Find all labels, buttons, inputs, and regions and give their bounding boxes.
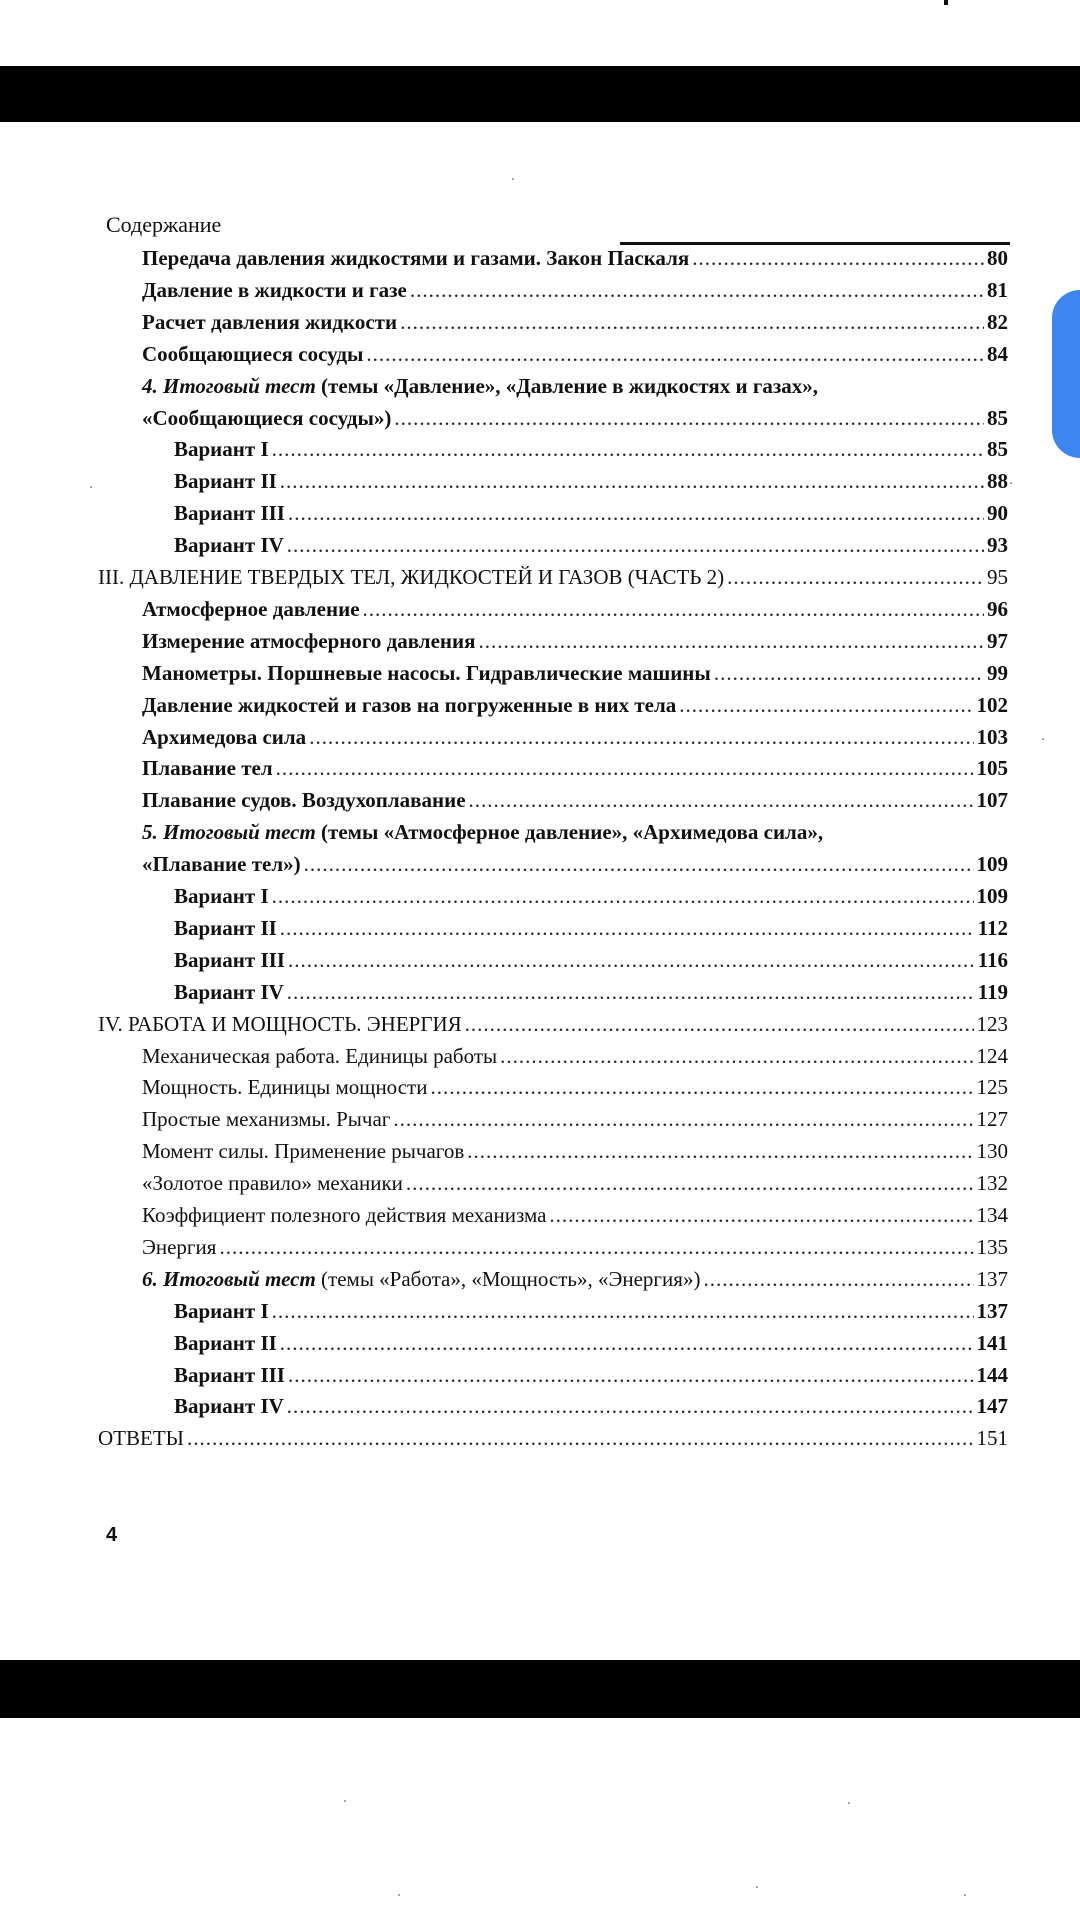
toc-entry-text: «Плавание тел») — [142, 852, 301, 877]
toc-page-number: 99 — [987, 660, 1008, 685]
toc-entry-title — [174, 1299, 269, 1324]
toc-entry-title — [174, 501, 285, 526]
toc-entry — [142, 1267, 1008, 1299]
dot-leader — [394, 406, 984, 431]
dot-leader — [363, 597, 984, 622]
toc-entry-title — [142, 278, 407, 303]
toc-page-number: 82 — [987, 309, 1008, 334]
toc-entry-title — [174, 980, 284, 1005]
toc-entry — [174, 437, 1008, 469]
toc-page-number: 141 — [976, 1330, 1008, 1355]
toc-page-number: 151 — [976, 1426, 1008, 1451]
toc-entry — [142, 756, 1008, 788]
toc-entry-text: Механическая работа. Единицы работы — [142, 1043, 498, 1068]
toc-entry-title — [142, 661, 711, 686]
toc-entry-title — [142, 1203, 546, 1228]
toc-page-number: 144 — [976, 1362, 1008, 1387]
toc-entry-text: Вариант I — [174, 437, 269, 462]
toc-entry-title — [142, 820, 823, 845]
dot-leader — [727, 565, 984, 590]
page-number: 4 — [106, 1524, 118, 1546]
dot-leader — [287, 1394, 974, 1419]
toc-entry-text: Вариант IV — [174, 979, 284, 1004]
toc-entry — [174, 948, 1008, 980]
dot-leader — [276, 756, 974, 781]
toc-entry — [174, 469, 1008, 501]
scan-speck — [90, 486, 92, 488]
dot-leader — [287, 533, 984, 558]
toc-entry-title — [142, 342, 363, 367]
toc-entry — [142, 1107, 1008, 1139]
toc-entry-title — [142, 1171, 403, 1196]
toc-entry — [142, 820, 823, 852]
dot-leader — [280, 916, 975, 941]
dot-leader — [469, 788, 974, 813]
toc-entry-text: Вариант IV — [174, 533, 284, 558]
toc-page-number: 84 — [987, 341, 1008, 366]
toc-page-number: 107 — [976, 788, 1008, 813]
toc-entry-text: Плавание тел — [142, 756, 273, 781]
dot-leader — [549, 1203, 973, 1228]
page-header-title: Содержание — [106, 212, 222, 237]
dot-leader — [288, 948, 975, 973]
toc-entry — [174, 916, 1008, 948]
toc-entry-title — [98, 565, 724, 590]
toc-entry-text: Давление в жидкости и газе — [142, 277, 407, 302]
toc-page-number: 112 — [977, 915, 1008, 940]
toc-page-number: 137 — [976, 1266, 1008, 1291]
toc-page-number: 80 — [987, 246, 1008, 270]
toc-page-number: 124 — [976, 1043, 1008, 1068]
toc-entry-title — [142, 852, 301, 877]
toc-entry — [142, 246, 1008, 278]
dot-leader — [714, 661, 984, 686]
toc-entry-text: Расчет давления жидкости — [142, 309, 398, 334]
scan-speck — [1042, 738, 1044, 740]
toc-entry — [174, 1331, 1008, 1363]
toc-entry-text: Момент силы. Применение рычагов — [142, 1139, 465, 1164]
toc-entry — [142, 1044, 1008, 1076]
dot-leader — [430, 1075, 973, 1100]
toc-page-number: 97 — [987, 628, 1008, 653]
toc-entry-title — [142, 788, 466, 813]
toc-entry-title — [142, 1107, 390, 1132]
dot-leader — [272, 1299, 974, 1324]
toc-page-number: 109 — [976, 852, 1008, 877]
toc-entry — [142, 406, 1008, 438]
toc-entry — [98, 1426, 1008, 1458]
toc-entry-title — [142, 246, 689, 271]
toc-entry — [174, 1363, 1008, 1395]
toc-entry — [142, 1203, 1008, 1235]
dot-leader — [287, 980, 975, 1005]
dot-leader — [280, 1331, 974, 1356]
toc-entry — [142, 661, 1008, 693]
dot-leader — [272, 884, 974, 909]
toc-entry — [142, 310, 1008, 342]
toc-entry-text: Вариант III — [174, 1362, 285, 1387]
toc-entry — [174, 980, 1008, 1012]
toc-entry — [142, 1235, 1008, 1267]
toc-entry-title — [142, 1267, 700, 1292]
toc-entry-title — [142, 693, 676, 718]
toc-entry-text: Коэффициент полезного действия механизма — [142, 1203, 547, 1227]
toc-entry — [142, 788, 1008, 820]
toc-entry-text: Плавание судов. Воздухоплавание — [142, 788, 466, 813]
toc-entry-text: Вариант I — [174, 1298, 269, 1323]
toc-page-number: 135 — [976, 1234, 1008, 1259]
toc-page-number: 109 — [976, 884, 1008, 908]
dot-leader — [219, 1235, 973, 1260]
toc-entry-title — [142, 629, 475, 654]
toc-page-number: 96 — [987, 596, 1008, 621]
toc-entry-text: Вариант I — [174, 884, 269, 908]
toc-entry-title — [142, 1044, 497, 1069]
toc-entry-text: Передача давления жидкостями и газами. Закон Паскаля — [142, 246, 690, 270]
toc-page-number: 90 — [987, 501, 1008, 526]
toc-entry-title — [174, 1394, 284, 1419]
toc-test-label: 6. Итоговый тест — [142, 1266, 316, 1291]
toc-entry-title — [174, 916, 277, 941]
dot-leader — [272, 437, 984, 462]
dot-leader — [366, 342, 984, 367]
scan-speck — [756, 1886, 758, 1888]
scan-speck — [512, 178, 514, 180]
toc-entry — [142, 374, 818, 406]
toc-page-number: 127 — [976, 1107, 1008, 1132]
scan-speck — [1010, 482, 1012, 484]
toc-entry-title — [142, 756, 273, 781]
toc-entry-text: Давление жидкостей и газов на погруженные в них тела — [142, 692, 677, 717]
toc-page-number: 125 — [976, 1075, 1008, 1100]
toc-entry-text: III. ДАВЛЕНИЕ ТВЕРДЫХ ТЕЛ, ЖИДКОСТЕЙ И ГАЗОВ (ЧАСТЬ 2) — [98, 565, 725, 589]
toc-entry-text: Вариант II — [174, 1330, 277, 1355]
toc-entry — [98, 565, 1008, 597]
dot-leader — [288, 501, 984, 526]
page-mark — [944, 0, 948, 5]
toc-entry-text: Вариант II — [174, 469, 277, 494]
dot-leader — [692, 246, 984, 271]
toc-entry-title — [174, 469, 277, 494]
dot-leader — [478, 629, 984, 654]
dot-leader — [500, 1044, 973, 1069]
toc-page-number: 147 — [976, 1394, 1008, 1419]
toc-entry — [142, 342, 1008, 374]
toc-entry — [142, 1075, 1008, 1107]
toc-entry-title — [98, 1012, 462, 1037]
toc-entry — [98, 1012, 1008, 1044]
toc-page-number: 85 — [987, 437, 1008, 462]
toc-entry-text: Атмосферное давление — [142, 596, 360, 621]
dot-leader — [467, 1139, 973, 1164]
dot-leader — [288, 1363, 974, 1388]
toc-page-number: 81 — [987, 277, 1008, 302]
toc-entry-title — [174, 884, 269, 909]
toc-entry-text: (темы «Атмосферное давление», «Архимедова сила», — [315, 820, 824, 845]
toc-entry-text: Вариант IV — [174, 1394, 284, 1419]
toc-entry-text: IV. РАБОТА И МОЩНОСТЬ. ЭНЕРГИЯ — [98, 1011, 462, 1036]
toc-entry — [142, 1139, 1008, 1171]
toc-entry — [174, 533, 1008, 565]
toc-entry-title — [174, 533, 284, 558]
header-rule — [620, 242, 1010, 245]
dot-leader — [393, 1107, 973, 1132]
toc-entry-title — [142, 1139, 464, 1164]
toc-entry — [142, 1171, 1008, 1203]
toc-test-label: 5. Итоговый тест — [142, 820, 316, 845]
toc-entry-title — [142, 1075, 427, 1100]
scan-speck — [964, 1894, 966, 1896]
toc-entry-text: Вариант III — [174, 947, 285, 972]
toc-entry-text: ОТВЕТЫ — [98, 1426, 184, 1451]
toc-entry-title — [142, 597, 360, 622]
toc-page-number: 105 — [976, 756, 1008, 781]
toc-entry — [174, 1299, 1008, 1331]
toc-page-number: 134 — [976, 1203, 1008, 1227]
toc-entry-title — [142, 1235, 216, 1260]
toc-page-number: 102 — [976, 692, 1008, 717]
toc-entry-title — [142, 406, 391, 431]
dot-leader — [304, 852, 974, 877]
toc-page-number: 103 — [976, 724, 1008, 749]
toc-page-number: 88 — [987, 469, 1008, 494]
toc-entry — [142, 629, 1008, 661]
scan-speck — [848, 1802, 850, 1804]
toc-entry-text: Измерение атмосферного давления — [142, 628, 476, 653]
toc-entry-title — [174, 437, 269, 462]
toc-entry-text: Вариант III — [174, 501, 285, 526]
document-page — [0, 122, 1080, 1660]
toc-entry-text: «Сообщающиеся сосуды») — [142, 405, 392, 430]
toc-entry-title — [142, 310, 397, 335]
toc-entry-text: Манометры. Поршневые насосы. Гидравлические машины — [142, 660, 711, 685]
dot-leader — [703, 1267, 973, 1292]
dot-leader — [187, 1426, 974, 1451]
toc-page-number: 119 — [977, 979, 1008, 1004]
dot-leader — [406, 1171, 974, 1196]
toc-entry — [174, 501, 1008, 533]
scroll-handle[interactable] — [1052, 290, 1080, 458]
toc-entry — [142, 852, 1008, 884]
toc-entry — [142, 693, 1008, 725]
toc-entry-text: (темы «Работа», «Мощность», «Энергия») — [315, 1266, 701, 1291]
dot-leader — [400, 310, 984, 335]
toc-entry — [142, 278, 1008, 310]
scan-speck — [344, 1800, 346, 1802]
dot-leader — [309, 725, 973, 750]
toc-page-number: 123 — [976, 1011, 1008, 1036]
toc-entry-title — [174, 948, 285, 973]
toc-entry-title — [142, 374, 818, 399]
toc-entry-title — [98, 1426, 184, 1451]
toc-entry-text: Вариант II — [174, 915, 277, 940]
toc-entry-text: Мощность. Единицы мощности — [142, 1075, 428, 1100]
toc-page-number: 137 — [976, 1298, 1008, 1323]
toc-entry — [174, 884, 1008, 916]
toc-page-number: 132 — [976, 1171, 1008, 1196]
previous-page-fragment — [0, 0, 1080, 66]
scan-speck — [398, 1894, 400, 1896]
dot-leader — [410, 278, 984, 303]
toc-entry-text: Архимедова сила — [142, 724, 307, 749]
toc-entry-text: Энергия — [142, 1234, 217, 1259]
toc-entry-title — [174, 1363, 285, 1388]
toc-entry — [142, 597, 1008, 629]
dot-leader — [679, 693, 973, 718]
toc-page-number: 95 — [987, 565, 1008, 589]
dot-leader — [465, 1012, 974, 1037]
toc-entry — [174, 1394, 1008, 1426]
dot-leader — [280, 469, 984, 494]
toc-page-number: 93 — [987, 533, 1008, 558]
toc-page-number: 116 — [977, 947, 1008, 972]
toc-page-number: 85 — [987, 405, 1008, 430]
toc-entry-text: Сообщающиеся сосуды — [142, 341, 364, 366]
toc-entry-text: Простые механизмы. Рычаг — [142, 1107, 391, 1132]
next-page-fragment — [0, 1718, 1080, 1920]
toc-test-label: 4. Итоговый тест — [142, 373, 316, 398]
toc-entry-title — [142, 725, 306, 750]
toc-entry — [142, 725, 1008, 757]
toc-entry-title — [174, 1331, 277, 1356]
toc-entry-text: (темы «Давление», «Давление в жидкостях и газах», — [315, 373, 819, 398]
toc-page-number: 130 — [976, 1139, 1008, 1164]
toc-entry-text: «Золотое правило» механики — [142, 1171, 403, 1196]
